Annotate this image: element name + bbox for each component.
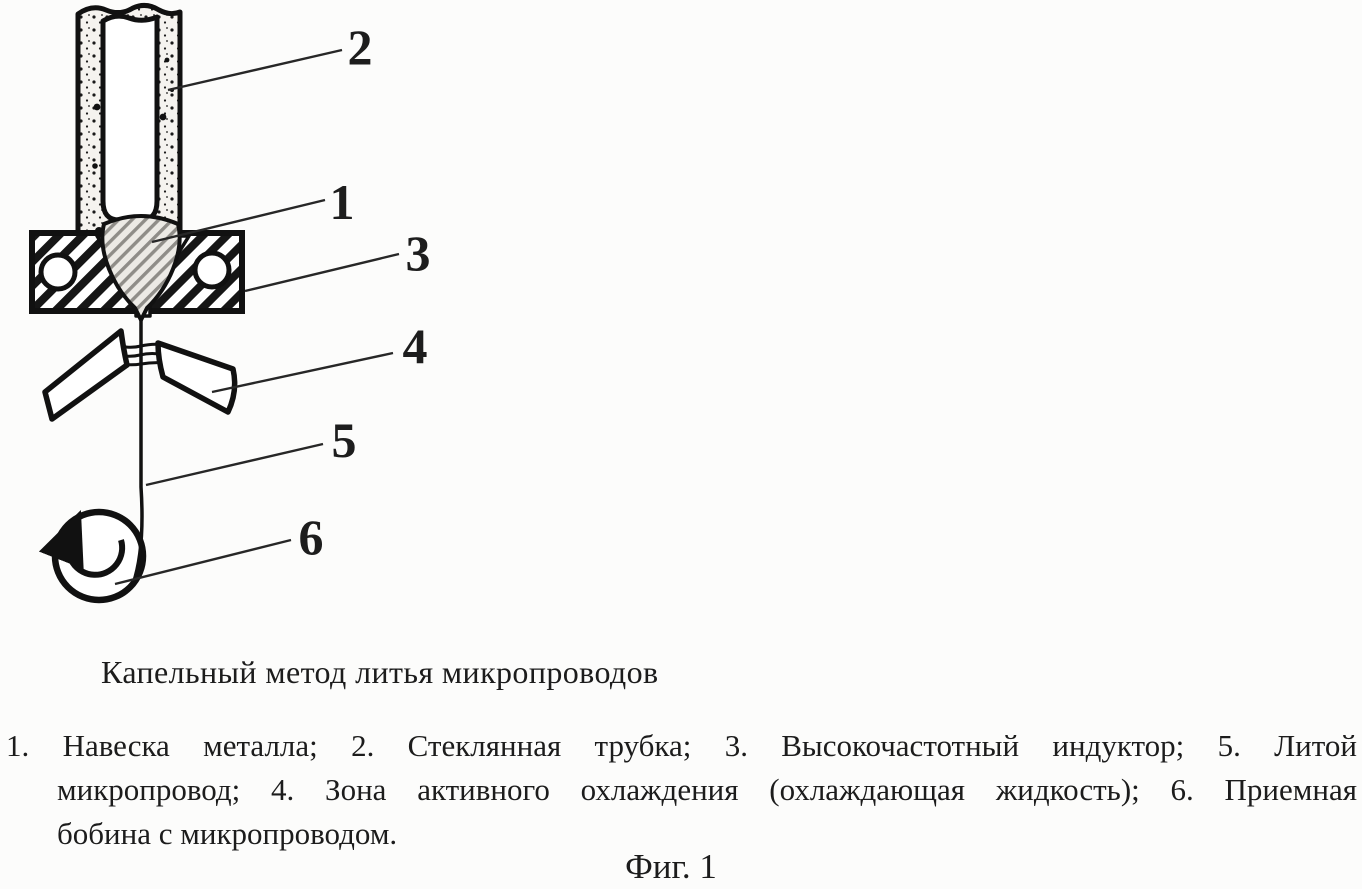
glass-tube-cavity	[103, 16, 157, 220]
part-label-6: 6	[298, 509, 324, 565]
part-label-3: 3	[405, 225, 431, 281]
part-label-1: 1	[329, 174, 355, 230]
legend-line-1: 1. Навеска металла; 2. Стеклянная трубка; 3. Высокочастотный индуктор; 5. Литой	[6, 728, 1357, 763]
part-label-5: 5	[331, 412, 357, 468]
figure-title: Капельный метод литья микропроводов	[101, 654, 659, 690]
leader-line-4	[212, 353, 393, 392]
leader-line-3	[245, 254, 399, 291]
figure-diagram	[0, 0, 470, 645]
part-label-4: 4	[402, 318, 428, 374]
figure-number: Фиг. 1	[625, 847, 717, 886]
cooling-nozzle-left	[45, 331, 127, 419]
part-label-2: 2	[347, 19, 373, 75]
leader-line-5	[146, 444, 323, 485]
figure-legend	[6, 724, 1357, 856]
cooling-nozzle-right	[158, 343, 235, 412]
coil-turn-left	[41, 255, 75, 289]
coil-turn-right	[195, 253, 229, 287]
legend-line-3: бобина с микропроводом.	[57, 816, 398, 851]
leader-line-2	[168, 50, 342, 90]
legend-line-2: микропровод; 4. Зона активного охлаждения (охлаждающая жидкость); 6. Приемная	[57, 772, 1357, 807]
